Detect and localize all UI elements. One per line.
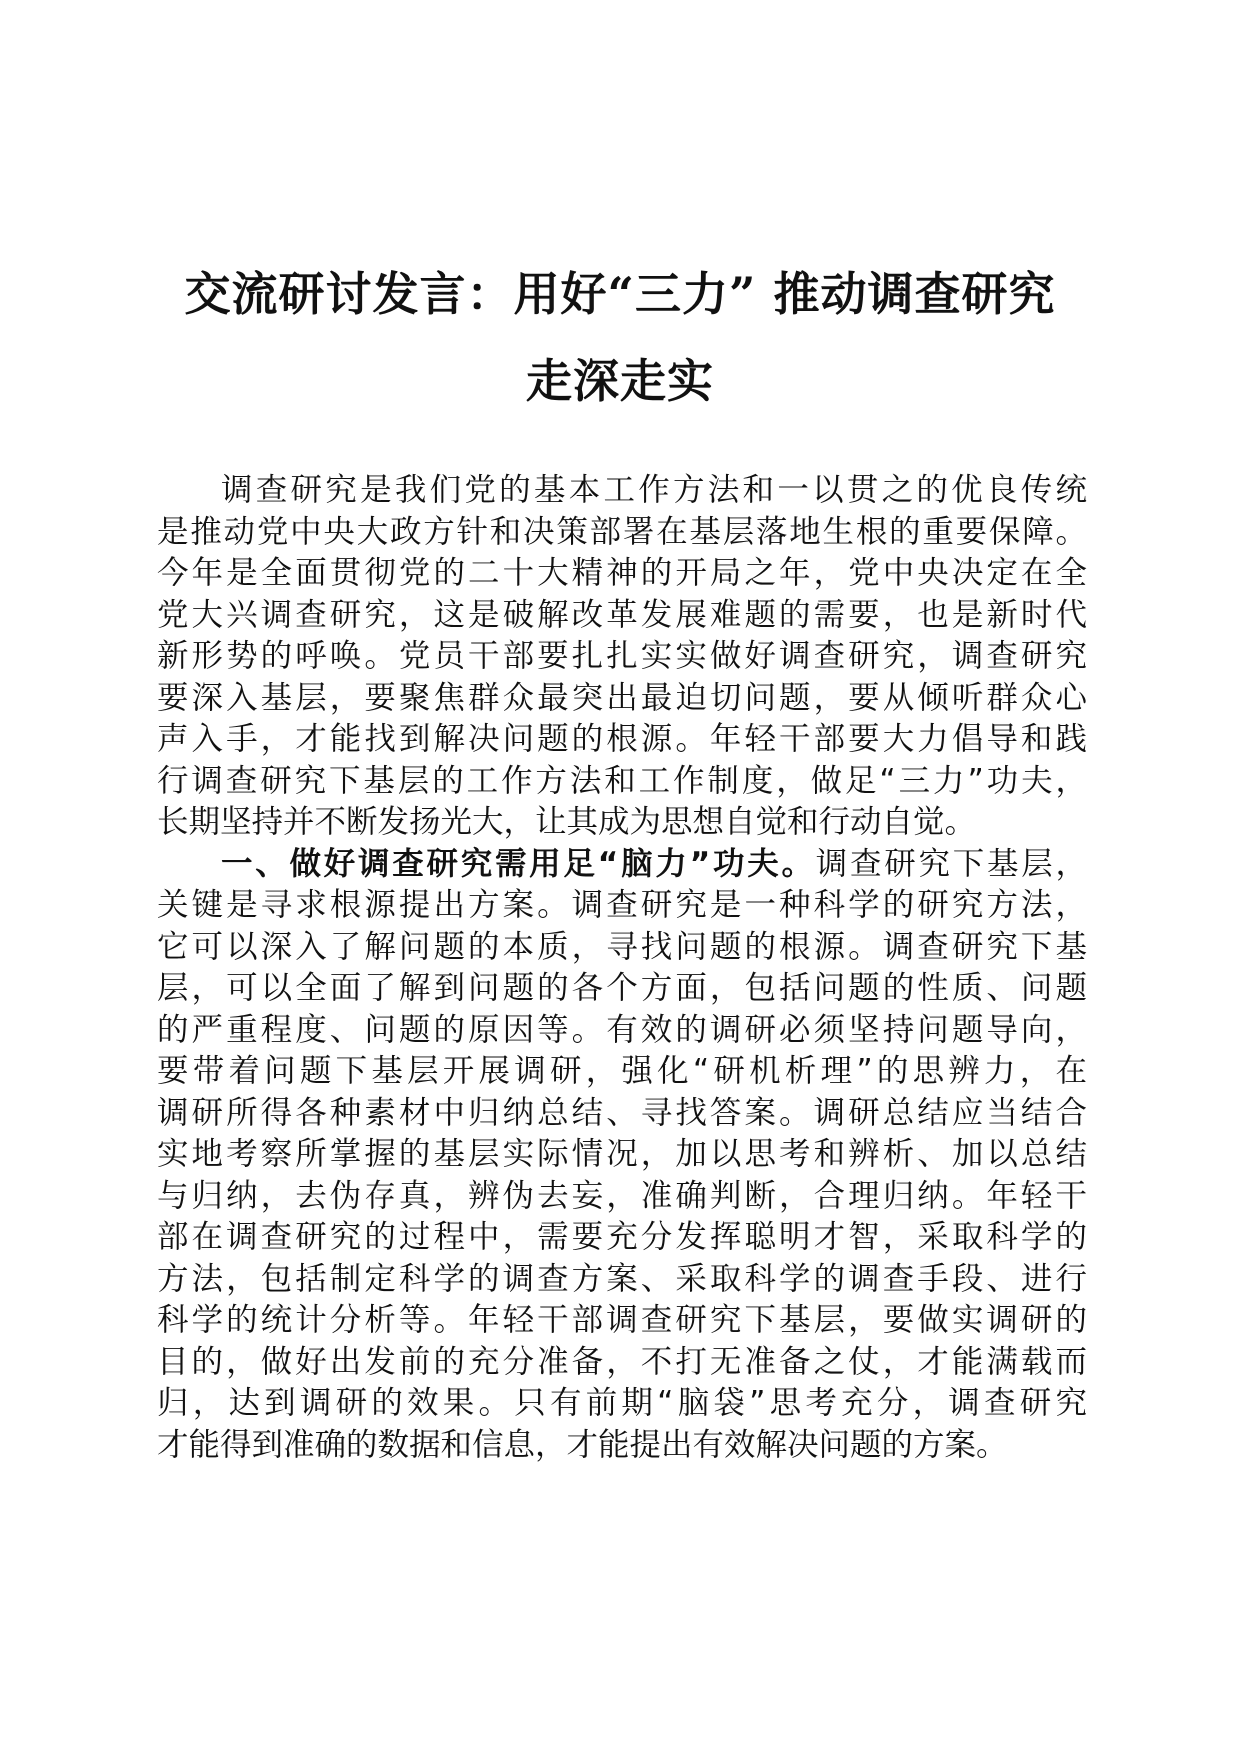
paragraph-1-line: 声入手，才能找到解决问题的根源。年轻干部要大力倡导和践: [157, 721, 1087, 757]
paragraph-2-line: 的严重程度、问题的原因等。有效的调研必须坚持问题导向，: [157, 1011, 1087, 1048]
paragraph-1-line: 今年是全面贯彻党的二十大精神的开局之年，党中央决定在全: [157, 555, 1087, 591]
paragraph-2-line: 实地考察所掌握的基层实际情况，加以思考和辨析、加以总结: [157, 1136, 1087, 1172]
paragraph-2-line: 方法，包括制定科学的调查方案、采取科学的调查手段、进行: [157, 1260, 1087, 1297]
paragraph-1-line: 行调查研究下基层的工作方法和工作制度，做足“三力”功夫，: [157, 762, 1087, 799]
paragraph-2-line: 才能得到准确的数据和信息，才能提出有效解决问题的方案。: [157, 1426, 1008, 1463]
document-title-line-1: 交流研讨发言：用好“三力” 推动调查研究: [184, 267, 1056, 321]
paragraph-1-line: 要深入基层，要聚焦群众最突出最迫切问题，要从倾听群众心: [157, 679, 1087, 716]
paragraph-1-line: 长期坚持并不断发扬光大，让其成为思想自觉和行动自觉。: [157, 804, 977, 840]
paragraph-2-line: 要带着问题下基层开展调研，强化“研机析理”的思辨力，在: [157, 1053, 1087, 1089]
section-heading-1: 一、做好调查研究需用足“脑力”功夫。: [221, 845, 816, 882]
paragraph-2-line: 它可以深入了解问题的本质，寻找问题的根源。调查研究下基: [157, 928, 1087, 965]
paragraph-2-line: 关键是寻求根源提出方案。调查研究是一种科学的研究方法，: [157, 887, 1087, 923]
paragraph-2-line: 层，可以全面了解到问题的各个方面，包括问题的性质、问题: [157, 970, 1087, 1006]
paragraph-2-line: 调研所得各种素材中归纳总结、寻找答案。调研总结应当结合: [157, 1094, 1087, 1131]
document-title-line-2: 走深走实: [526, 354, 714, 408]
document-body: [157, 470, 1087, 1466]
paragraph-1-line: 新形势的呼唤。党员干部要扎扎实实做好调查研究，调查研究: [157, 638, 1087, 674]
paragraph-1-line: 调查研究是我们党的基本工作方法和一以贯之的优良传统: [221, 472, 1087, 508]
paragraph-2-first-line-rest: 调查研究下基层，: [815, 845, 1087, 882]
paragraph-2-line: 归，达到调研的效果。只有前期“脑袋”思考充分，调查研究: [157, 1385, 1087, 1421]
paragraph-1-line: 党大兴调查研究，这是破解改革发展难题的需要，也是新时代: [157, 596, 1087, 633]
paragraph-2-line: 部在调查研究的过程中，需要充分发挥聪明才智，采取科学的: [157, 1219, 1087, 1255]
paragraph-2-line: 目的，做好出发前的充分准备，不打无准备之仗，才能满载而: [157, 1343, 1087, 1380]
paragraph-2-line: 科学的统计分析等。年轻干部调查研究下基层，要做实调研的: [157, 1302, 1087, 1338]
paragraph-2-line: 与归纳，去伪存真，辨伪去妄，准确判断，合理归纳。年轻干: [157, 1177, 1087, 1214]
paragraph-1-line: 是推动党中央大政方针和决策部署在基层落地生根的重要保障。: [157, 513, 1087, 550]
paragraph-2-first-line: [157, 844, 1087, 886]
